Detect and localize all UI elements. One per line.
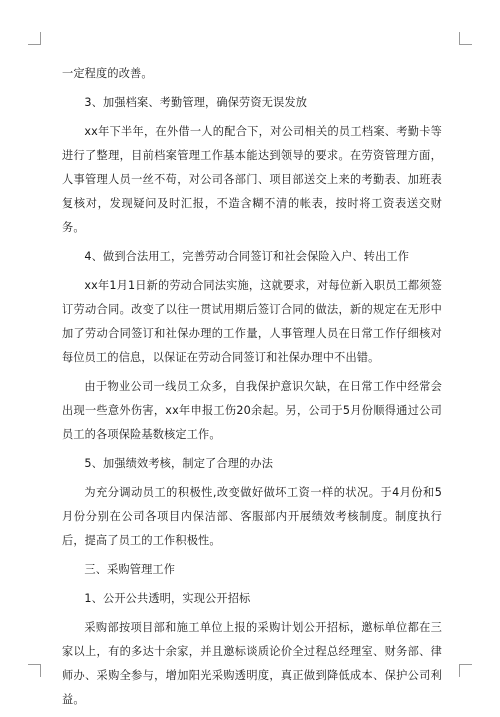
document-body <box>62 62 442 717</box>
subsection-heading-bidding: 1、公开公共透明，实现公开招标 <box>84 592 251 605</box>
section-heading-performance: 5、加强绩效考核，制定了合理的办法 <box>84 457 274 470</box>
paragraph-bidding: 采购部按项目部和施工单位上报的采购计划公开招标，邀标单位都在三家以上，有的多达十余家，并且邀标谈质论价全过程总经理室、财务部、律师办、采购全参与，增加阳光采购透明度，真正做到降低成本、保护公司利益。 <box>62 621 442 706</box>
paragraph-performance: 为充分调动员工的积极性,改变做好做坏工资一样的状况。于4月份和5月份分别在公司各项目内保洁部、客服部内开展绩效考核制度。制度执行后，提高了员工的工作积极性。 <box>62 486 442 547</box>
crop-mark-top-right <box>459 32 472 45</box>
paragraph-contracts: xx年1月1日新的劳动合同法实施，这就要求，对每位新入职员工都须签订劳动合同。改变了以往一贯试用期后签订合同的做法，新的规定在无形中加了劳动合同签订和社保办理的工作量，人事管理人员在日常工作仔细核对每位员工的信息，以保证在劳动合同签订和社保办理中不出错。 <box>62 279 442 364</box>
crop-mark-bottom-left <box>28 664 41 677</box>
crop-mark-bottom-right <box>459 664 472 677</box>
paragraph-1: 一定程度的改善。 <box>62 67 153 80</box>
paragraph-archives: xx年下半年，在外借一人的配合下，对公司相关的员工档案、考勤卡等进行了整理，目前档案管理工作基本能达到领导的要求。在劳资管理方面，人事管理人员一丝不苟，对公司各部门、项目部送交上来的考勤表、加班表复核对，发现疑问及时汇报，不造含糊不清的帐表，按时将工资表送交财务。 <box>62 125 442 234</box>
section-heading-archives: 3、加强档案、考勤管理，确保劳资无误发放 <box>84 96 308 109</box>
paragraph-injury: 由于物业公司一线员工众多，自我保护意识欠缺，在日常工作中经常会出现一些意外伤害，xx年申报工伤20余起。另，公司于5月份顺得通过公司员工的各项保险基数核定工作。 <box>62 380 442 441</box>
section-heading-procurement: 三、采购管理工作 <box>84 563 176 576</box>
crop-mark-top-left <box>28 32 41 45</box>
section-heading-contracts: 4、做到合法用工，完善劳动合同签订和社会保险入户、转出工作 <box>84 250 410 263</box>
